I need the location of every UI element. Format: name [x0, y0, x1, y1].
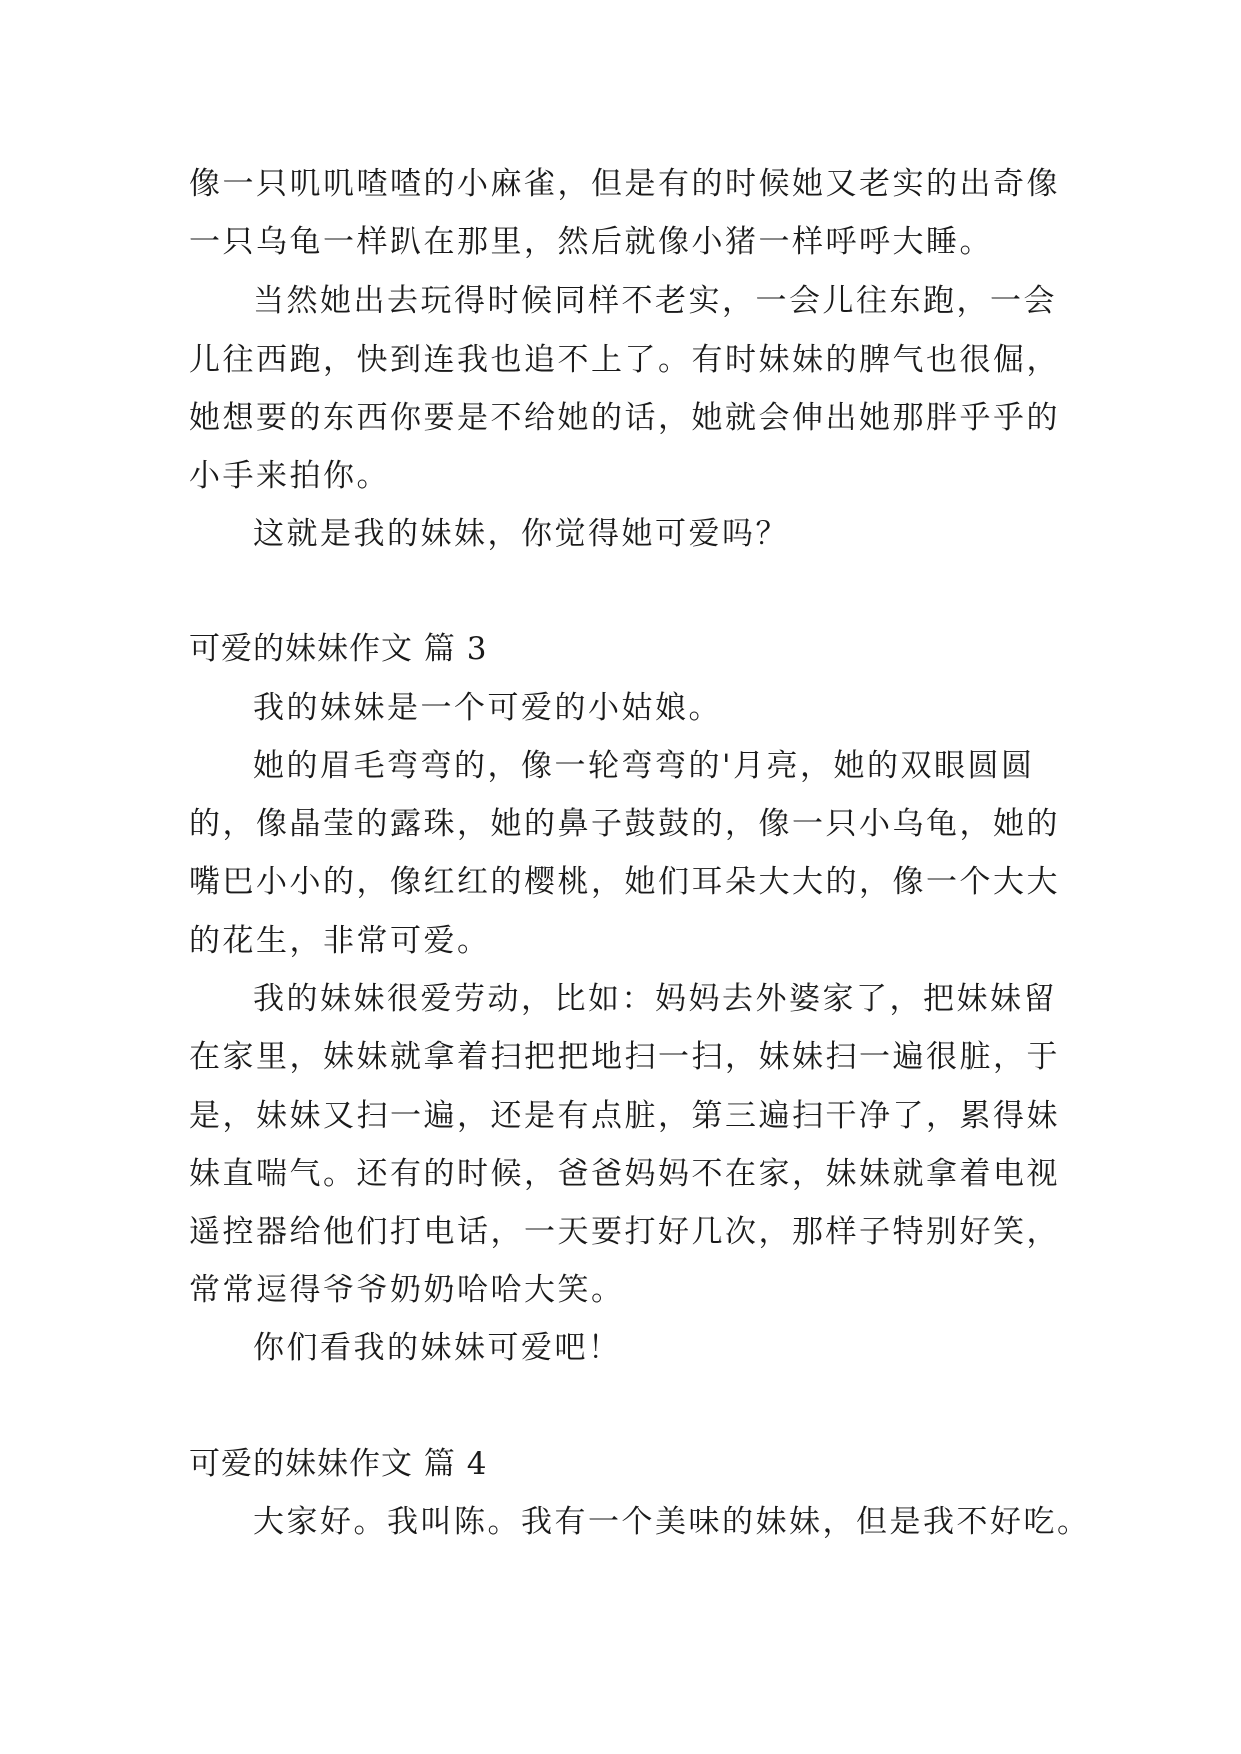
paragraph-line: 儿往西跑，快到连我也追不上了。有时妹妹的脾气也很倔，	[189, 342, 1060, 378]
paragraph-line: 像一只叽叽喳喳的小麻雀，但是有的时候她又老实的出奇像	[189, 166, 1060, 202]
paragraph-line: 常常逗得爷爷奶奶哈哈大笑。	[189, 1272, 625, 1308]
paragraph-line: 这就是我的妹妹，你觉得她可爱吗？	[253, 516, 789, 552]
section-heading: 可爱的妹妹作文 篇 4	[189, 1446, 488, 1482]
paragraph-line: 她的眉毛弯弯的，像一轮弯弯的'月亮，她的双眼圆圆	[253, 748, 1035, 784]
paragraph-line: 我的妹妹很爱劳动，比如：妈妈去外婆家了，把妹妹留	[253, 981, 1057, 1017]
paragraph-line: 一只乌龟一样趴在那里，然后就像小猪一样呼呼大睡。	[189, 224, 993, 260]
paragraph-line: 她想要的东西你要是不给她的话，她就会伸出她那胖乎乎的	[189, 400, 1060, 436]
paragraph-line: 嘴巴小小的，像红红的樱桃，她们耳朵大大的，像一个大大	[189, 864, 1060, 900]
paragraph-line: 在家里，妹妹就拿着扫把把地扫一扫，妹妹扫一遍很脏，于	[189, 1039, 1060, 1075]
paragraph-line: 妹直喘气。还有的时候，爸爸妈妈不在家，妹妹就拿着电视	[189, 1156, 1060, 1192]
paragraph-line: 是，妹妹又扫一遍，还是有点脏，第三遍扫干净了，累得妹	[189, 1098, 1060, 1134]
paragraph-line: 我的妹妹是一个可爱的小姑娘。	[253, 690, 722, 726]
paragraph-line: 的，像晶莹的露珠，她的鼻子鼓鼓的，像一只小乌龟，她的	[189, 806, 1060, 842]
paragraph-line: 大家好。我叫陈。我有一个美味的妹妹，但是我不好吃。	[253, 1504, 1091, 1540]
paragraph-line: 你们看我的妹妹可爱吧！	[253, 1330, 622, 1366]
paragraph-line: 的花生，非常可爱。	[189, 923, 491, 959]
paragraph-line: 遥控器给他们打电话，一天要打好几次，那样子特别好笑，	[189, 1214, 1060, 1250]
paragraph-line: 当然她出去玩得时候同样不老实，一会儿往东跑，一会	[253, 283, 1057, 319]
paragraph-line: 小手来拍你。	[189, 458, 390, 494]
section-heading: 可爱的妹妹作文 篇 3	[189, 631, 488, 667]
